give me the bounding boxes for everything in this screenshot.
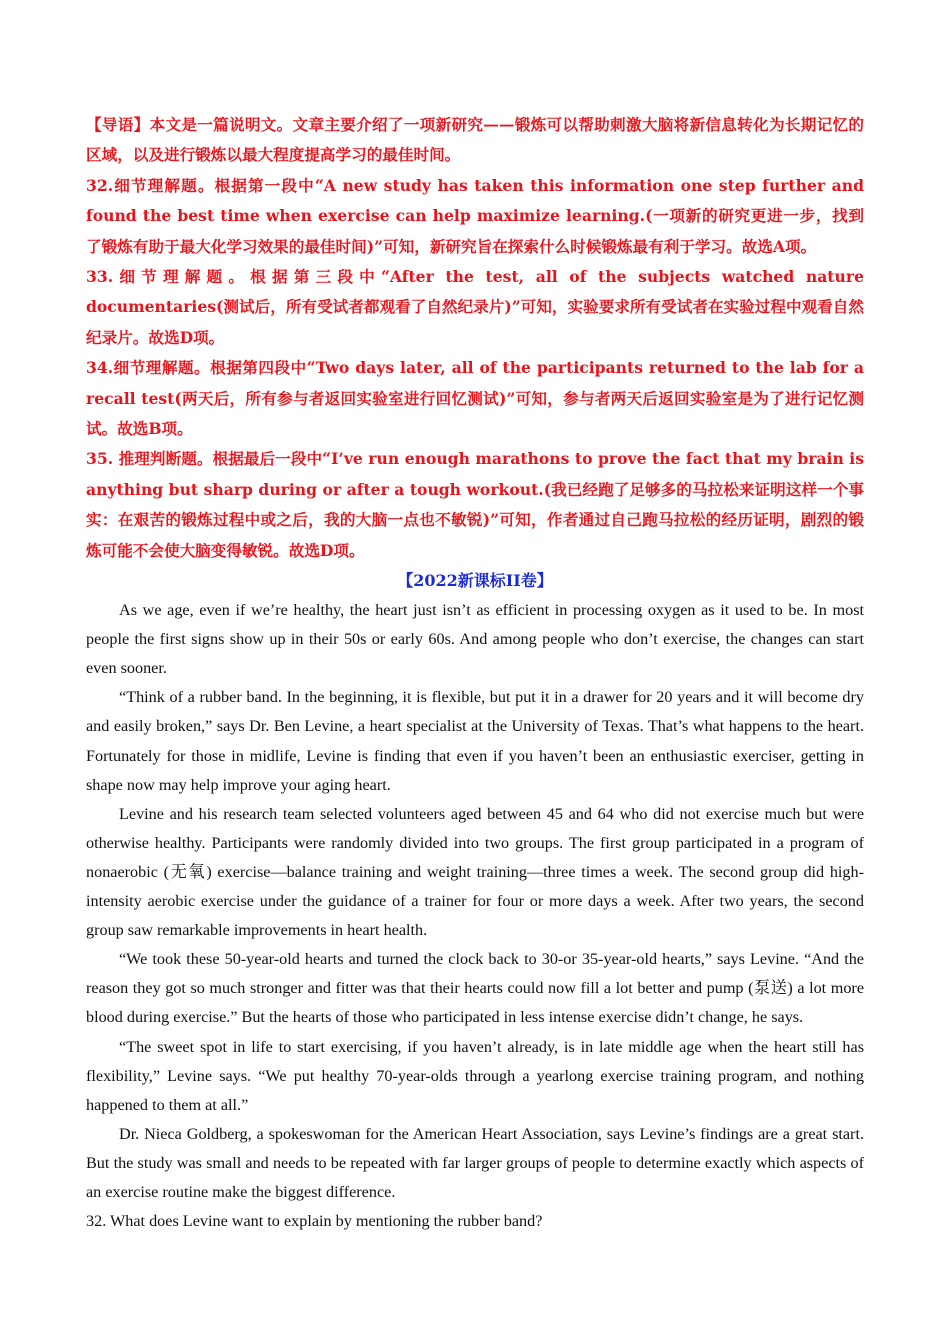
passage-paragraph-3: Levine and his research team selected volunteers aged between 45 and 64 who did not exercise much but were otherwise healthy. Participants were randomly divided into two groups. The first group participated in a program of nonaerobic (无氧) exercise—balance training and weight training—three times a week. The second group did high-intensity aerobic exercise under the guidance of a trainer for four or more days a week. After two years, the second group saw remarkable improvements in heart health.: [86, 804, 864, 940]
passage-paragraph-2: “Think of a rubber band. In the beginning, it is flexible, but put it in a drawer for 20 years and it will become dry and easily broken,” says Dr. Ben Levine, a heart specialist at the University of Texas. That’s what happens to the heart. Fortunately for those in midlife, Levine is finding that even if you haven’t been an enthusiastic exerciser, getting in shape now may help improve your aging heart.: [86, 688, 864, 794]
document-page: [86, 110, 864, 1236]
question-32: 32. What does Levine want to explain by mentioning the rubber band?: [86, 1212, 543, 1231]
passage-paragraph-6: Dr. Nieca Goldberg, a spokeswoman for the American Heart Association, says Levine’s findings are a great start. But the study was small and needs to be repeated with far larger groups of people to determine exactly which aspects of an exercise routine make the biggest difference.: [86, 1124, 864, 1201]
analysis-q35: 35. 推理判断题。根据最后一段中“I’ve run enough marathons to prove the fact that my brain is anything but sharp during or after a tough workout.(我已经跑了足够多的马拉松来证明这样一个事实：在艰苦的锻炼过程中或之后，我的大脑一点也不敏锐)”可知，作者通过自己跑马拉松的经历证明，剧烈的锻炼可能不会使大脑变得敏锐。故选D项。: [86, 449, 864, 560]
analysis-q34: 34.细节理解题。根据第四段中“Two days later, all of the participants returned to the lab for a recall test(两天后，所有参与者返回实验室进行回忆测试)”可知，参与者两天后返回实验室是为了进行记忆测试。故选B项。: [86, 358, 864, 439]
analysis-intro: 【导语】本文是一篇说明文。文章主要介绍了一项新研究——锻炼可以帮助刺激大脑将新信息转化为长期记忆的区域，以及进行锻炼以最大程度提高学习的最佳时间。: [86, 115, 864, 165]
passage-paragraph-5: “The sweet spot in life to start exercising, if you haven’t already, is in late middle age when the heart still has flexibility,” Levine says. “We put healthy 70-year-olds through a yearlong exercise training program, and nothing happened to them at all.”: [86, 1037, 864, 1114]
passage-paragraph-4: “We took these 50-year-old hearts and turned the clock back to 30-or 35-year-old hearts,” says Levine. “And the reason they got so much stronger and fitter was that their hearts could now fill a lot better and pump (泵送) a lot more blood during exercise.” But the hearts of those who participated in less intense exercise didn’t change, he says.: [86, 950, 864, 1027]
section-title: 【2022新课标II卷】: [397, 571, 553, 591]
analysis-q32: 32.细节理解题。根据第一段中“A new study has taken this information one step further and found the best time when exercise can help maximize learning.(一项新的研究更进一步，找到了锻炼有助于最大化学习效果的最佳时间)”可知，新研究旨在探索什么时候锻炼最有利于学习。故选A项。: [86, 175, 864, 256]
analysis-q33: 33.细节理解题。根据第三段中“After the test, all of the subjects watched nature documentaries(测试后，所有受试者都观看了自然纪录片)”可知，实验要求所有受试者在实验过程中观看自然纪录片。故选D项。: [86, 267, 864, 347]
passage-paragraph-1: As we age, even if we’re healthy, the heart just isn’t as efficient in processing oxygen as it used to be. In most people the first signs show up in their 50s or early 60s. And among people who don’t exercise, the changes can start even sooner.: [86, 601, 864, 678]
